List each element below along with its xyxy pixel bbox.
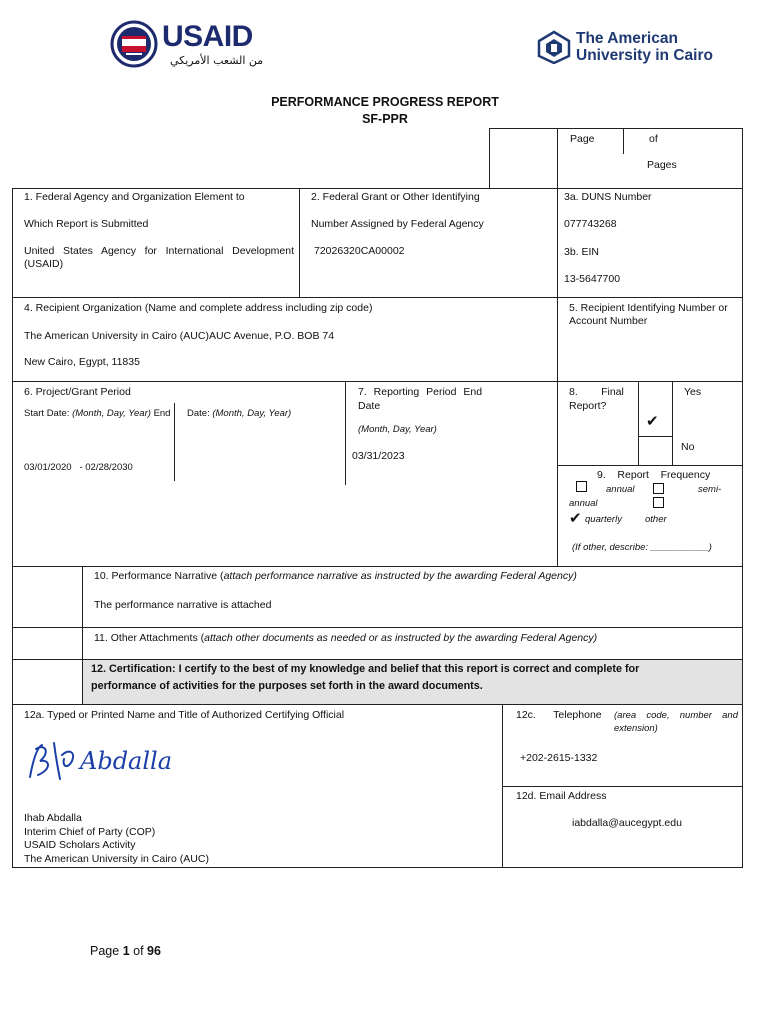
- field6-label: 6. Project/Grant Period: [24, 386, 131, 398]
- field10-label-main: 10. Performance Narrative (: [94, 570, 224, 582]
- annual-label: annual: [606, 484, 635, 495]
- field7-hint: (Month, Day, Year): [358, 424, 437, 435]
- field10-label: [94, 570, 577, 583]
- field2-value[interactable]: 72026320CA00002: [314, 245, 405, 257]
- auc-name-line1: The American: [576, 30, 678, 47]
- field2-label-line2: Number Assigned by Federal Agency: [311, 218, 484, 230]
- pages-label: Pages: [647, 159, 677, 171]
- page-footer: [90, 944, 161, 958]
- field6-end-label: [187, 407, 291, 420]
- field1-label-line2: Which Report is Submitted: [24, 218, 149, 230]
- field6-start-label: [24, 407, 170, 420]
- certifier-name[interactable]: Ihab Abdalla: [24, 812, 82, 824]
- other-checkbox[interactable]: [653, 497, 664, 508]
- auc-logo: [536, 28, 736, 68]
- telephone-hint: (area code, number and extension): [614, 710, 738, 734]
- signature-image: [24, 735, 174, 785]
- report-title: PERFORMANCE PROGRESS REPORT: [271, 95, 499, 109]
- field10-label-hint: attach performance narrative as instructed by the awarding Federal Agency): [223, 570, 577, 582]
- field9-label: 9. Report Frequency: [597, 469, 711, 481]
- other-describe[interactable]: (If other, describe: ___________): [572, 542, 712, 553]
- start-date-hint: (Month, Day, Year): [72, 408, 151, 419]
- usaid-arabic-tagline: من الشعب الأمريكي: [170, 54, 264, 67]
- field12a-label: 12a. Typed or Printed Name and Title of Authorized Certifying Official: [24, 709, 345, 721]
- field11-label: [94, 632, 597, 645]
- field2-label-line1: 2. Federal Grant or Other Identifying: [311, 191, 480, 203]
- field3a-value[interactable]: 077743268: [564, 218, 617, 230]
- final-report-yes-check[interactable]: ✔: [646, 412, 659, 430]
- field1-value[interactable]: United States Agency for International Development (USAID): [24, 245, 294, 270]
- certifier-org[interactable]: The American University in Cairo (AUC): [24, 853, 209, 865]
- end-word: End: [153, 408, 171, 419]
- quarterly-label: quarterly: [585, 514, 622, 525]
- email-value[interactable]: iabdalla@aucegypt.edu: [572, 817, 682, 829]
- footer-page-prefix: Page: [90, 944, 120, 958]
- end-date-label: Date:: [187, 408, 210, 419]
- certification-line2: performance of activities for the purposes set forth in the award documents.: [91, 680, 483, 692]
- page-label: Page: [570, 133, 595, 145]
- field12c-label: [516, 709, 602, 722]
- signature-icon: [24, 735, 174, 785]
- field8-no-label: No: [681, 441, 695, 453]
- semi-annual-checkbox[interactable]: [653, 483, 664, 494]
- field8-yes-label: Yes: [684, 386, 702, 398]
- quarterly-check[interactable]: ✔: [569, 509, 582, 527]
- field8-label-line2: Report?: [569, 400, 607, 412]
- signature-text: Abdalla: [80, 747, 173, 775]
- start-date-label: Start Date:: [24, 408, 70, 419]
- field11-label-main: 11. Other Attachments (: [94, 632, 205, 644]
- footer-of: of: [133, 944, 144, 958]
- field3a-label: 3a. DUNS Number: [564, 191, 652, 203]
- telephone-label: 12c. Telephone: [516, 709, 602, 721]
- usaid-logo: [110, 18, 270, 70]
- certification-line1: 12. Certification: I certify to the best of my knowledge and belief that this report is correct and complete for: [91, 663, 640, 675]
- report-subtitle: SF-PPR: [362, 112, 408, 126]
- field4-value-line2[interactable]: New Cairo, Egypt, 11835: [24, 356, 140, 368]
- end-date-hint: (Month, Day, Year): [212, 408, 292, 419]
- other-label: other: [645, 514, 667, 525]
- semi-annual-label: semi-: [698, 484, 722, 495]
- field7-label-line1: 7. Reporting Period End: [358, 386, 483, 398]
- of-label: of: [649, 133, 658, 145]
- auc-emblem-icon: [536, 30, 572, 64]
- field1-label-line1: 1. Federal Agency and Organization Element to: [24, 191, 245, 203]
- field6-value[interactable]: 03/01/2020 - 02/28/2030: [24, 462, 133, 473]
- certifier-title[interactable]: Interim Chief of Party (COP): [24, 826, 156, 838]
- field4-value-line1[interactable]: The American University in Cairo (AUC)AUC Avenue, P.O. BOB 74: [24, 330, 335, 342]
- footer-total-pages: 96: [147, 944, 161, 958]
- field12d-label: 12d. Email Address: [516, 790, 607, 802]
- field11-label-hint: attach other documents as needed or as instructed by the awarding Federal Agency): [204, 632, 598, 644]
- field7-label-line2: Date: [358, 400, 381, 412]
- field4-label: 4. Recipient Organization (Name and complete address including zip code): [24, 302, 373, 314]
- annual-checkbox[interactable]: [576, 481, 587, 492]
- field8-label-line1: 8. Final: [569, 386, 624, 398]
- auc-name-line2: University in Cairo: [576, 47, 713, 64]
- field3b-value[interactable]: 13-5647700: [564, 273, 621, 285]
- field10-value[interactable]: The performance narrative is attached: [94, 599, 272, 611]
- semi-annual-label-2: annual: [569, 498, 598, 509]
- field7-value[interactable]: 03/31/2023: [352, 450, 405, 462]
- field3b-label: 3b. EIN: [564, 246, 600, 258]
- footer-page-num: 1: [122, 944, 130, 958]
- field5-label: 5. Recipient Identifying Number or Account Number: [569, 302, 728, 327]
- usaid-seal-icon: [110, 20, 158, 68]
- telephone-value[interactable]: +202-2615-1332: [520, 752, 598, 764]
- certifier-activity[interactable]: USAID Scholars Activity: [24, 839, 136, 851]
- usaid-wordmark: USAID: [162, 20, 253, 53]
